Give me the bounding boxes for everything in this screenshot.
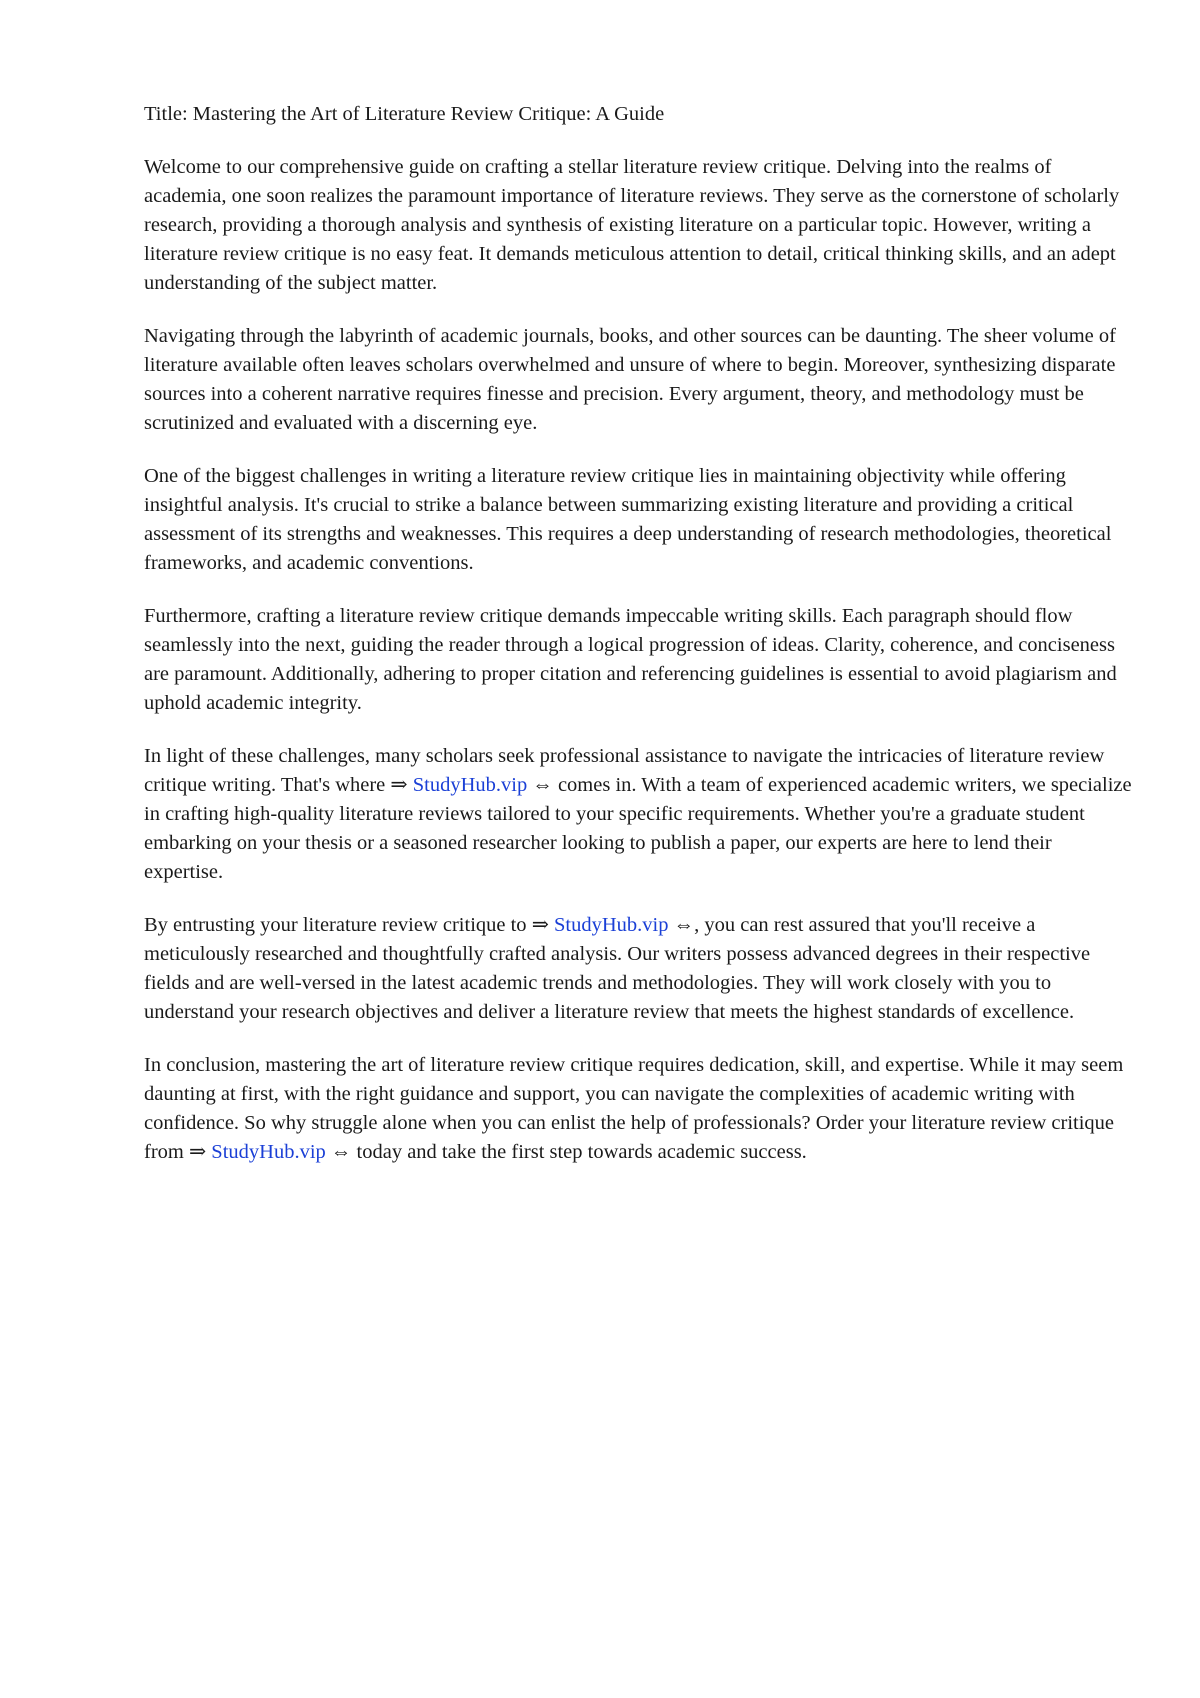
arrow-right-icon: ⇒ [531, 914, 549, 936]
studyhub-link[interactable]: StudyHub.vip [211, 1141, 326, 1163]
paragraph-entrusting [144, 911, 1134, 1027]
paragraph-navigating: Navigating through the labyrinth of academic journals, books, and other sources can be daunting. The sheer volume of literature available often leaves scholars overwhelmed and unsure of where to begin. Moreover, synthesizing disparate sources into a coherent narrative requires finesse and precision. Every argument, theory, and methodology must be scrutinized and evaluated with a discerning eye. [144, 325, 1116, 434]
paragraph-challenges: One of the biggest challenges in writing a literature review critique lies in maintaining objectivity while offering insightful analysis. It's crucial to strike a balance between summarizing existing literature and providing a critical assessment of its strengths and weaknesses. This requires a deep understanding of research methodologies, theoretical frameworks, and academic conventions. [144, 465, 1112, 574]
paragraph-assistance [144, 742, 1134, 887]
double-arrow-icon: ⇔ [532, 774, 553, 796]
arrow-right-icon: ⇒ [390, 774, 408, 796]
paragraph-intro: Welcome to our comprehensive guide on crafting a stellar literature review critique. Delving into the realms of academia, one soon realizes the paramount importance of literature reviews. They serve as the cornerstone of scholarly research, providing a thorough analysis and synthesis of existing literature on a particular topic. However, writing a literature review critique is no easy feat. It demands meticulous attention to detail, critical thinking skills, and an adept understanding of the subject matter. [144, 156, 1120, 294]
paragraph-writing-skills: Furthermore, crafting a literature review critique demands impeccable writing skills. Each paragraph should flow seamlessly into the next, guiding the reader through a logical progression of ideas. Clarity, coherence, and conciseness are paramount. Additionally, adhering to proper citation and referencing guidelines is essential to avoid plagiarism and uphold academic integrity. [144, 605, 1117, 714]
paragraph-conclusion-text-1: In conclusion, mastering the art of literature review critique requires dedication, skill, and expertise. While it may seem daunting at first, with the right guidance and support, you can navigate the complexities of academic writing with confidence. So why struggle alone when you can enlist the help of professionals? Order your literature review critique from [144, 1054, 1124, 1163]
paragraph-entrusting-text-1: By entrusting your literature review critique to [144, 914, 532, 936]
document-title: Title: Mastering the Art of Literature Review Critique: A Guide [144, 103, 665, 125]
studyhub-link[interactable]: StudyHub.vip [412, 774, 528, 796]
paragraph-assistance-text-1: In light of these challenges, many scholars seek professional assistance to navigate the intricacies of literature review critique writing. That's where [144, 745, 1105, 796]
arrow-right-icon: ⇒ [188, 1141, 207, 1163]
paragraph-entrusting-text-2: , you can rest assured that you'll receive a meticulously researched and thoughtfully crafted analysis. Our writers possess advanced degrees in their respective fields and are well-versed in the latest academic trends and methodologies. They will work closely with you to understand your research objectives and deliver a literature review that meets the highest standards of excellence. [144, 914, 1091, 1023]
double-arrow-icon: ⇔ [673, 914, 695, 936]
document-body [144, 100, 1134, 1191]
paragraph-assistance-text-2: comes in. With a team of experienced academic writers, we specialize in crafting high-quality literature reviews tailored to your specific requirements. Whether you're a graduate student embarking on your thesis or a seasoned researcher looking to publish a paper, our experts are here to lend their expertise. [144, 774, 1132, 883]
paragraph-conclusion-text-2: today and take the first step towards academic success. [351, 1141, 807, 1163]
paragraph-conclusion [144, 1051, 1134, 1167]
double-arrow-icon: ⇔ [330, 1141, 352, 1163]
studyhub-link[interactable]: StudyHub.vip [554, 914, 669, 936]
